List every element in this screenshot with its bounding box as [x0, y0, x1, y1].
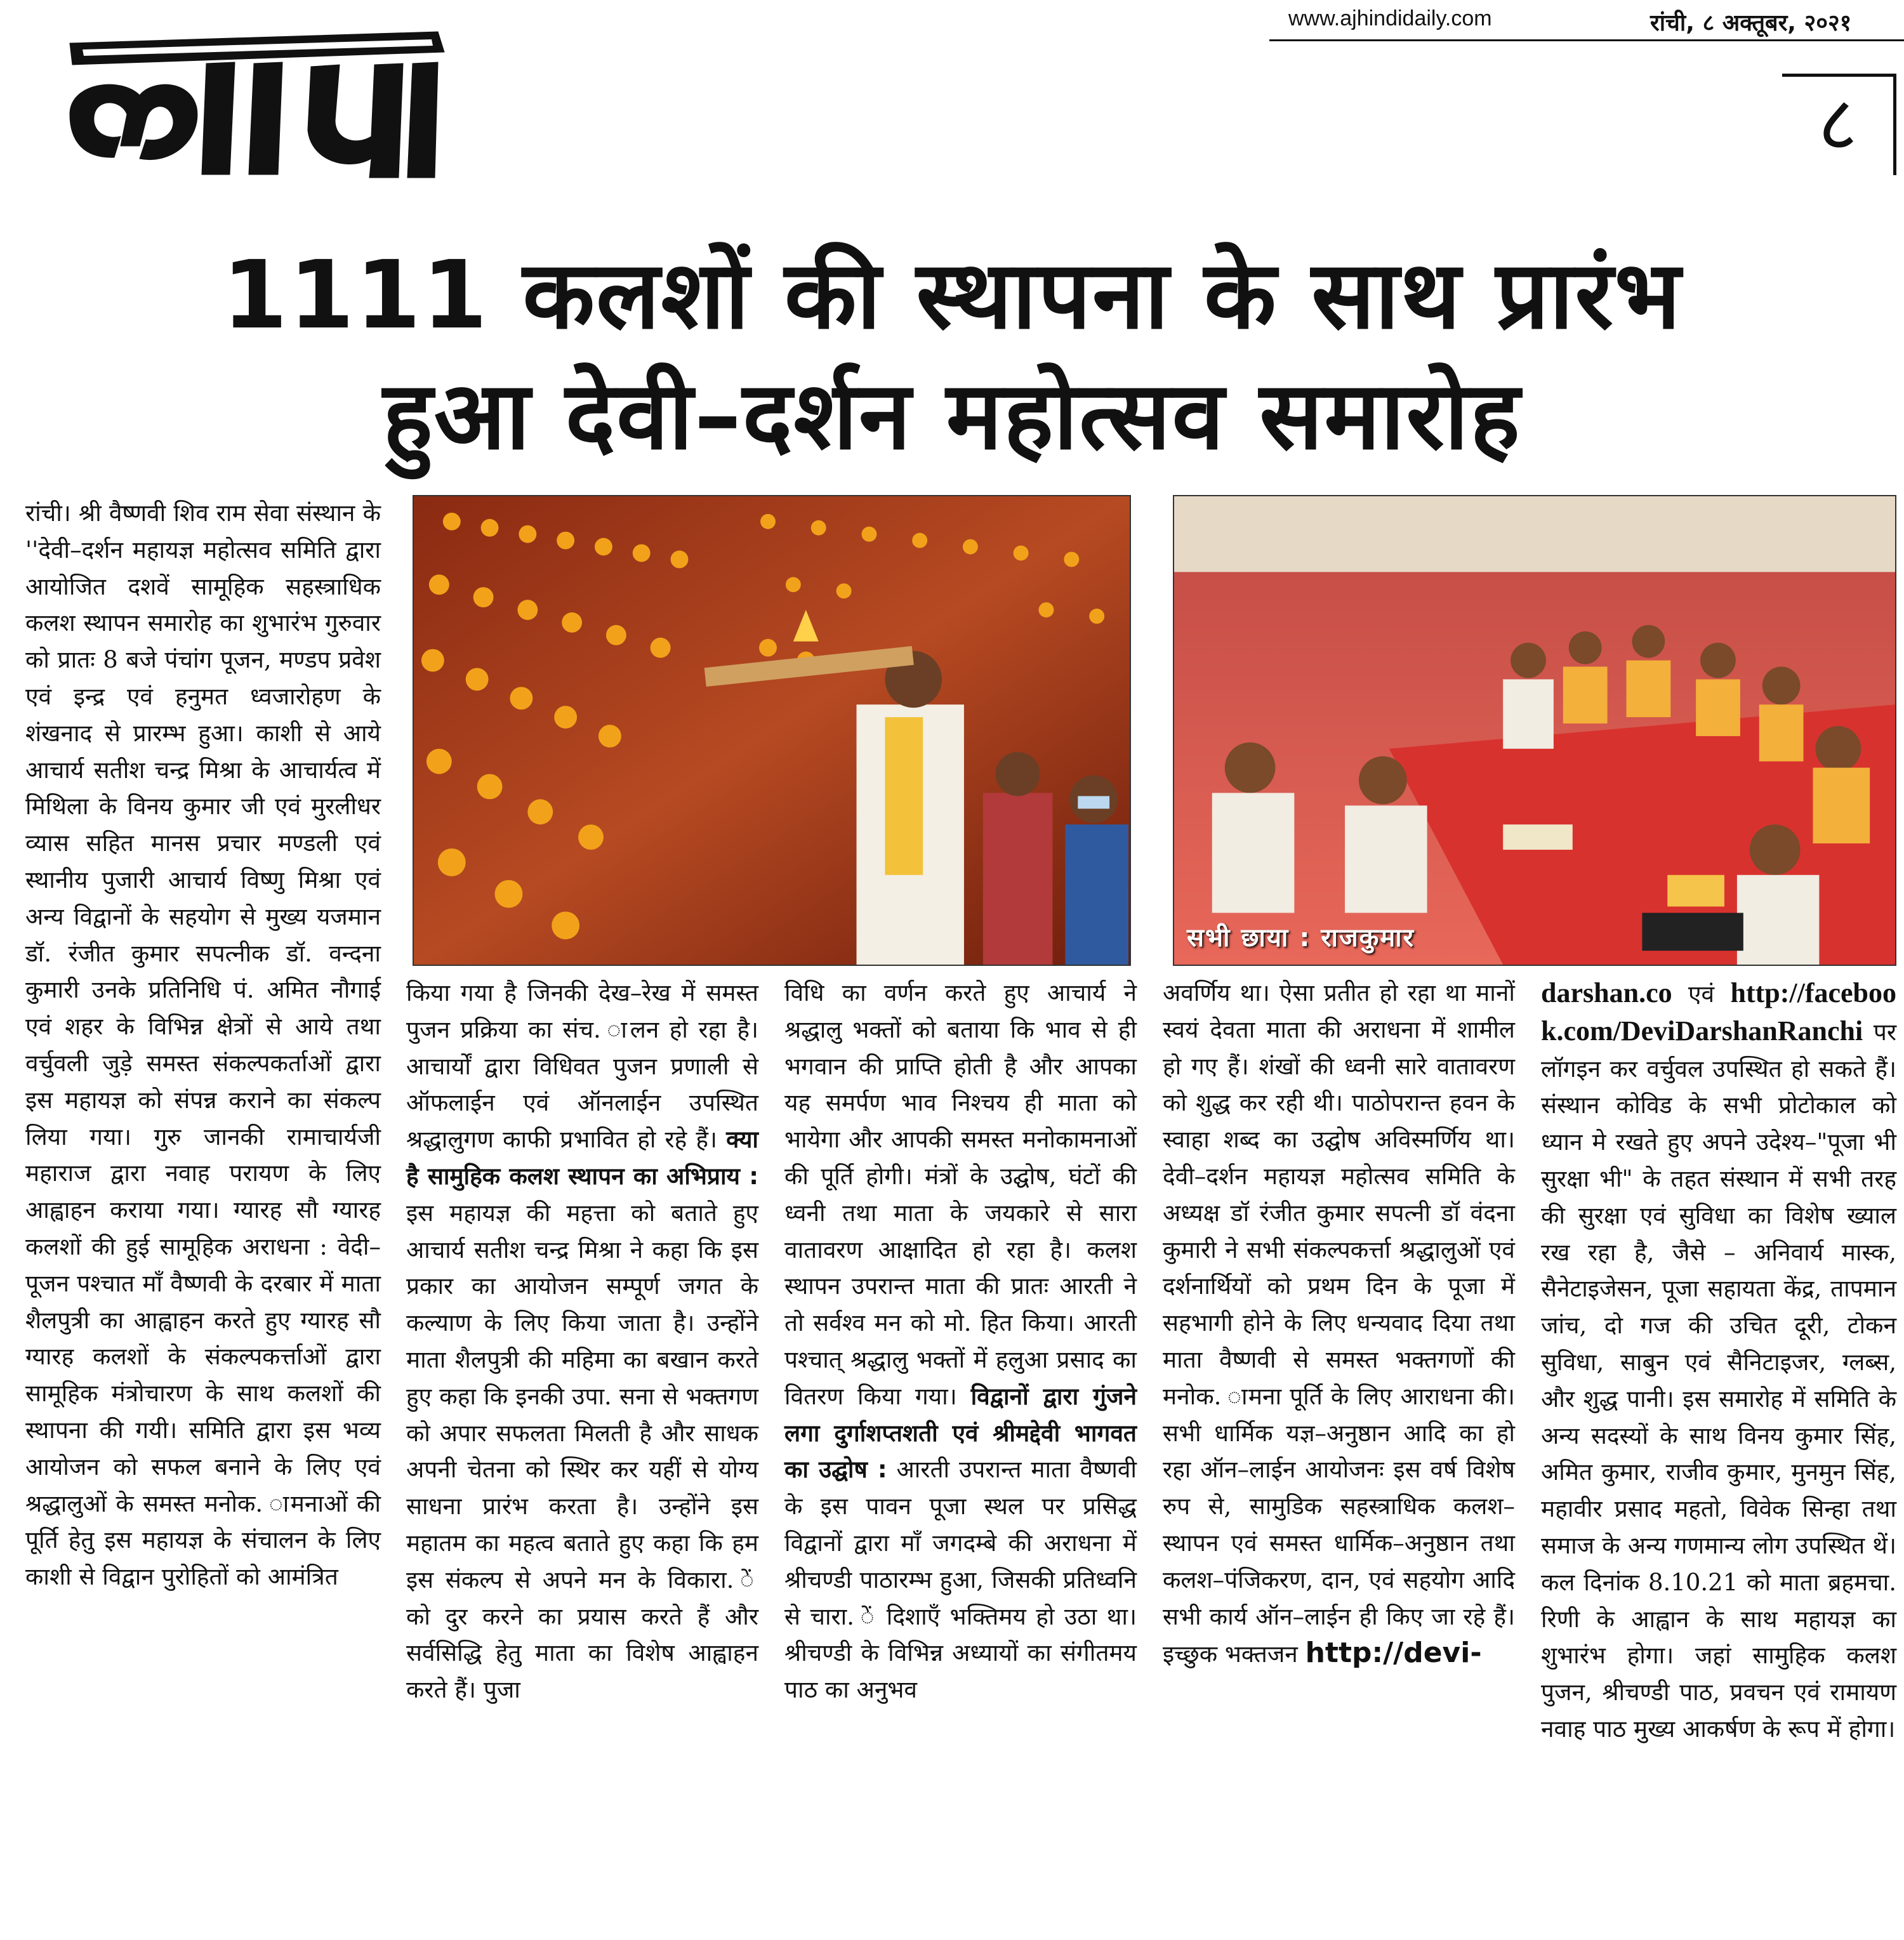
article-column-2 — [406, 975, 758, 1708]
column-2-text-a: किया गया है जिनकी देख–रेख में समस्त पुजन प्रक्रिया का संच. ालन हो रहा है। आचार्यों द्वारा विधिवत पुजन प्रणाली से ऑफलाईन एवं ऑनलाईन उपस्थित श्रद्धालुगण काफी प्रभावित हो रहे हैं। — [406, 979, 758, 1154]
column-2-subheading: क्या है सामुहिक कलश स्थापन का अभिप्राय : — [406, 1126, 758, 1190]
headline-line-1: 1111 कलशों की स्थापना के साथ प्रारंभ — [222, 241, 1682, 350]
article-column-5 — [1541, 975, 1896, 1748]
column-5-text: पर लॉगइन कर वर्चुवल उपस्थित हो सकते हैं। संस्थान कोविड के सभी प्रोटोकाल को ध्यान मे रखते हुए अपने उदेश्य–"पूजा भी सुरक्षा भी" के तहत संस्थान में सभी तरह की सुरक्षा एवं सुविधा का विशेष ख्याल रख रहा है, जैसे – अनिवार्य मास्क, सैनेटाइजेसन, पूजा सहायता केंद्र, तापमान जांच, दो गज की उचित दूरी, टोकन सुविधा, साबुन एवं सैनिटाइजर, ग्लब्स, और शुद्ध पानी। इस समारोह में समिति के अन्य सदस्यों के साथ विनय कुमार सिंह, अमित कुमार, राजीव कुमार, मुनमुन सिंह, महावीर प्रसाद महतो, विवेक सिन्हा तथा समाज के अन्य गणमान्य लोग उपस्थित थें। कल दिनांक 8.10.21 को माता ब्रहमचा. रिणी के आह्वान के साथ महायज्ञ का शुभारंभ होगा। जहां सामुहिक कलश पुजन, श्रीचण्डी पाठ, प्रवचन एवं रामायण नवाह पाठ मुख्य आकर्षण के रूप में होगा। — [1541, 1018, 1896, 1743]
photo-kalash-aarti — [413, 495, 1131, 966]
top-rule — [1269, 39, 1904, 41]
column-3-text-b: आरती उपरान्त माता वैष्णवी के इस पावन पूजा स्थल पर प्रसिद्ध विद्वानों द्वारा माँ जगदम्बे की अराधना में श्रीचण्डी पाठारम्भ हुआ, जिसकी प्रतिध्वनि से चारा. ें दिशाएँ भक्तिमय हो उठा था। श्रीचण्डी के विभिन्न अध्यायों का संगीतमय पाठ का अनुभव — [784, 1456, 1137, 1704]
column-4-url: http://devi- — [1305, 1637, 1482, 1670]
article-column-1 — [25, 495, 381, 1595]
column-2-text-b: इस महायज्ञ की महत्ता को बताते हुए आचार्य सतीश चन्द्र मिश्रा ने कहा कि इस प्रकार का आयोजन सम्पूर्ण जगत के कल्याण के लिए किया जाता है। उन्होंने माता शैलपुत्री की महिमा का बखान करते हुए कहा कि इनकी उपा. सना से भक्तगण को अपार सफलता मिलती है और साधक अपनी चेतना को स्थिर कर यहीं से योग्य साधना प्रारंभ करता है। उन्होंने इस महातम का महत्व बताते हुए कहा कि हम इस संकल्प से अपने मन के विकारा. ें को दुर करने का प्रयास करते हैं और सर्वसिद्धि हेतु माता का विशेष आह्वाहन करते हैं। पुजा — [406, 1199, 758, 1704]
aaj-logo — [44, 19, 451, 184]
photo-devotees-seated — [1173, 495, 1896, 966]
column-5-url-1: darshan.co — [1541, 977, 1672, 1008]
article-column-3 — [784, 975, 1137, 1708]
column-4-text: अवर्णिय था। ऐसा प्रतीत हो रहा था मानों स्वयं देवता माता की अराधना में शामील हो गए हैं। शंखों की ध्वनी सारे वातावरण को शुद्ध कर रही थी। पाठोपरान्त हवन के स्वाहा शब्द का उद्घोष अविस्मर्णिय था। देवी–दर्शन महायज्ञ महोत्सव समिति के अध्यक्ष डॉ रंजीत कुमार सपत्नी डॉ वंदना कुमारी ने सभी संकल्पकर्त्ता श्रद्धालुओं एवं दर्शनार्थियों को प्रथम दिन के पूजा में सहभागी होने के लिए धन्यवाद दिया तथा माता वैष्णवी से समस्त भक्तगणों की मनोक. ामना पूर्ति के लिए आराधना की। सभी धार्मिक यज्ञ–अनुष्ठान आदि का हो रहा ऑन–लाईन आयोजनः इस वर्ष विशेष रुप से, सामुडिक सहस्त्राधिक कलश–स्थापन एवं समस्त धार्मिक–अनुष्ठान तथा कलश–पंजिकरण, दान, एवं सहयोग आदि सभी कार्य ऑन–लाईन ही किए जा रहे हैं। इच्छुक भक्तजन — [1163, 979, 1515, 1668]
website-url: www.ajhindidaily.com — [1288, 6, 1492, 30]
article-column-4 — [1163, 975, 1515, 1673]
column-5-url-2: http://facebook.com/DeviDarshanRanchi — [1541, 977, 1897, 1046]
photo-credit: सभी छाया : राजकुमार — [1187, 923, 1415, 953]
column-5-and: एवं — [1688, 980, 1715, 1008]
column-3-subheading: विद्वानों द्वारा गुंजने लगा दुर्गाशप्तशती एवं श्रीमद्देवी भागवत का उद्घोष : — [784, 1382, 1137, 1484]
headline-line-2: हुआ देवी–दर्शन महोत्सव समारोह — [383, 361, 1521, 470]
column-1-text: रांची। श्री वैष्णवी शिव राम सेवा संस्थान के ''देवी–दर्शन महायज्ञ महोत्सव समिति द्वारा आयोजित दशवें सामूहिक सहस्त्राधिक कलश स्थापन समारोह का शुभारंभ गुरुवार को प्रातः 8 बजे पंचांग पूजन, मण्डप प्रवेश एवं इन्द्र एवं हनुमत ध्वजारोहण के शंखनाद से प्रारम्भ हुआ। काशी से आये आचार्य सतीश चन्द्र मिश्रा के आचार्यत्व में मिथिला के विनय कुमार जी एवं मुरलीधर व्यास सहित मानस प्रचार मण्डली एवं स्थानीय पुजारी आचार्य विष्णु मिश्रा एवं अन्य विद्वानों के सहयोग से मुख्य यजमान डॉ. रंजीत कुमार सपत्नीक डॉ. वन्दना कुमारी उनके प्रतिनिधि पं. अमित नौगाई एवं शहर के विभिन्न क्षेत्रों से आये तथा वर्चुवली जुड़े समस्त संकल्पकर्ताओं द्वारा इस महायज्ञ को संपन्न कराने का संकल्प लिया गया। गुरु जानकी रामाचार्यजी महाराज द्वारा नवाह परायण के लिए आह्वाहन कराया गया। ग्यारह सौ ग्यारह कलशों की हुई सामूहिक अराधना : वेदी–पूजन पश्चात माँ वैष्णवी के दरबार में माता शैलपुत्री का आह्वाहन करते हुए ग्यारह सौ ग्यारह कलशों के संकल्पकर्त्ताओं द्वारा सामूहिक मंत्रोचारण के साथ कलशों की स्थापना की गयी। समिति द्वारा इस भव्य आयोजन को सफल बनाने के लिए एवं श्रद्धालुओं के समस्त मनोक. ामनाओं की पूर्ति हेतु इस महायज्ञ के संचालन के लिए काशी से विद्वान पुरोहितों को आमंत्रित — [25, 499, 381, 1591]
page-number: ८ — [1782, 74, 1896, 175]
column-3-text-a: विधि का वर्णन करते हुए आचार्य ने श्रद्धालु भक्तों को बताया कि भाव से ही भगवान की प्राप्ति होती है और आपका यह समर्पण भाव निश्चय ही माता को भायेगा और आपकी समस्त मनोकामनाओं की पूर्ति होगी। मंत्रों के उद्घोष, घंटों की ध्वनी तथा माता के जयकारे से सारा वातावरण आक्षादित हो रहा है। कलश स्थापन उपरान्त माता की प्रातः आरती ने तो सर्वश्व मन को मो. हित किया। आरती पश्चात् श्रद्धालु भक्तों में हलुआ प्रसाद का वितरण किया गया। — [784, 979, 1137, 1410]
dateline: रांची, ८ अक्तूबर, २०२१ — [1650, 10, 1852, 36]
